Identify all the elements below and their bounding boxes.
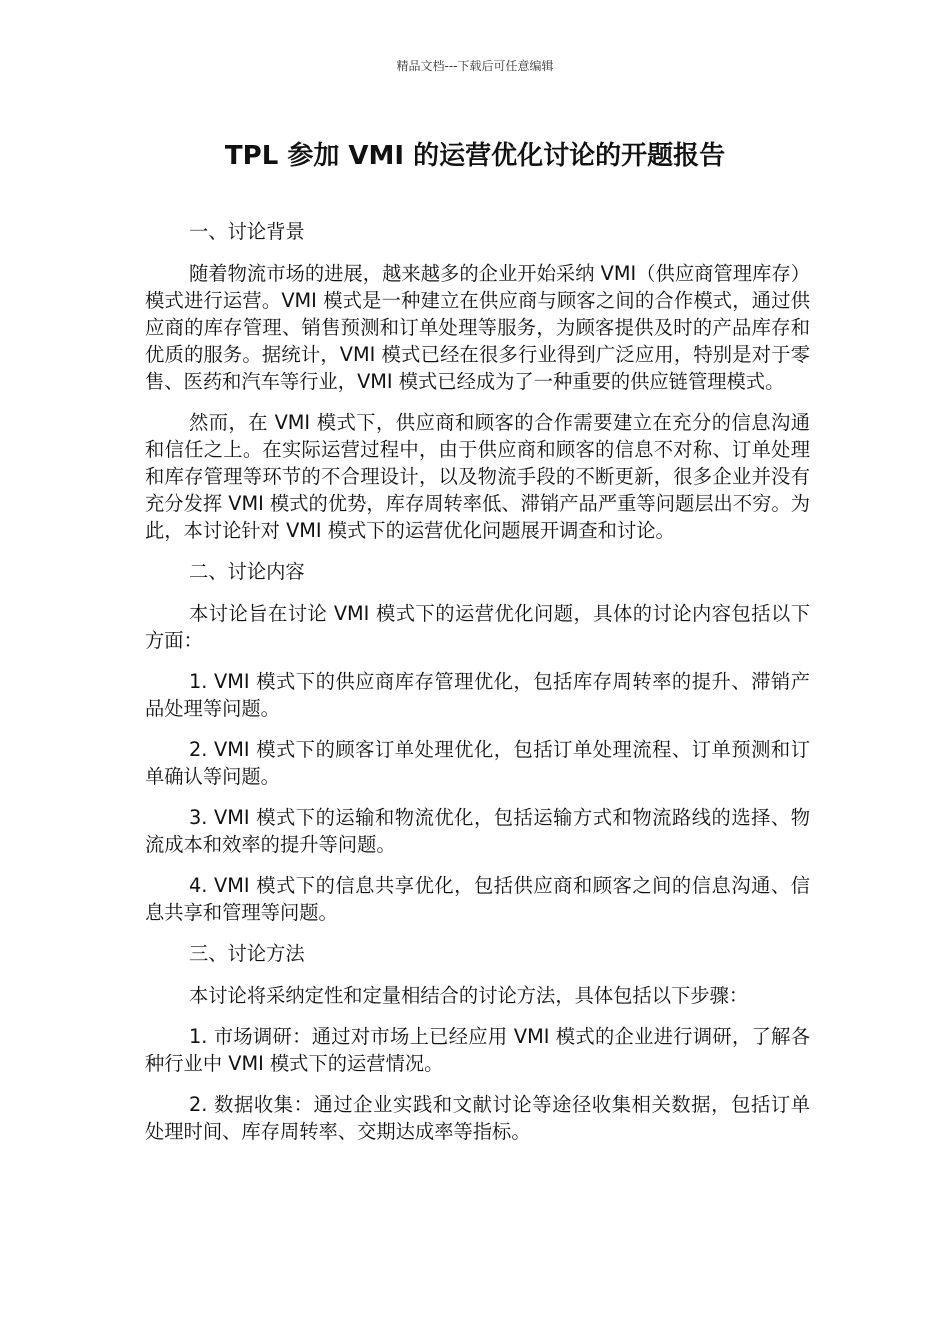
list-item: 4. VMI 模式下的信息共享优化，包括供应商和顾客之间的信息沟通、信息共享和管理等问题。 — [145, 874, 810, 924]
list-item: 1. VMI 模式下的供应商库存管理优化，包括库存周转率的提升、滞销产品处理等问题。 — [145, 670, 810, 720]
body-paragraph: 随着物流市场的进展，越来越多的企业开始采纳 VMI（供应商管理库存）模式进行运营。VMI 模式是一种建立在供应商与顾客之间的合作模式，通过供应商的库存管理、销售预测和订单处理等服务，为顾客提供及时的产品库存和优质的服务。据统计，VMI 模式已经在很多行业得到广泛应用，特别是对于零售、医药和汽车等行业，VMI 模式已经成为了一种重要的供应链管理模式。 — [145, 262, 810, 393]
list-item: 2. 数据收集：通过企业实践和文献讨论等途径收集相关数据，包括订单处理时间、库存周转率、交期达成率等指标。 — [145, 1093, 810, 1143]
body-paragraph: 本讨论旨在讨论 VMI 模式下的运营优化问题，具体的讨论内容包括以下方面： — [145, 602, 810, 652]
document-body — [145, 218, 810, 1159]
page-header-note: 精品文档---下载后可任意编辑 — [396, 59, 554, 73]
section-heading: 一、讨论背景 — [189, 220, 305, 243]
body-paragraph: 本讨论将采纳定性和定量相结合的讨论方法，具体包括以下步骤： — [189, 984, 749, 1007]
list-item: 2. VMI 模式下的顾客订单处理优化，包括订单处理流程、订单预测和订单确认等问题。 — [145, 738, 810, 788]
section-heading: 二、讨论内容 — [189, 560, 305, 583]
body-paragraph: 然而，在 VMI 模式下，供应商和顾客的合作需要建立在充分的信息沟通和信任之上。在实际运营过程中，由于供应商和顾客的信息不对称、订单处理和库存管理等环节的不合理设计，以及物流手段的不断更新，很多企业并没有充分发挥 VMI 模式的优势，库存周转率低、滞销产品严重等问题层出不穷。为此，本讨论针对 VMI 模式下的运营优化问题展开调查和讨论。 — [145, 411, 810, 542]
document-title: TPL 参加 VMI 的运营优化讨论的开题报告 — [224, 141, 726, 171]
section-heading: 三、讨论方法 — [189, 942, 305, 965]
list-item: 3. VMI 模式下的运输和物流优化，包括运输方式和物流路线的选择、物流成本和效率的提升等问题。 — [145, 806, 810, 856]
list-item: 1. 市场调研：通过对市场上已经应用 VMI 模式的企业进行调研，了解各种行业中 VMI 模式下的运营情况。 — [145, 1025, 810, 1075]
